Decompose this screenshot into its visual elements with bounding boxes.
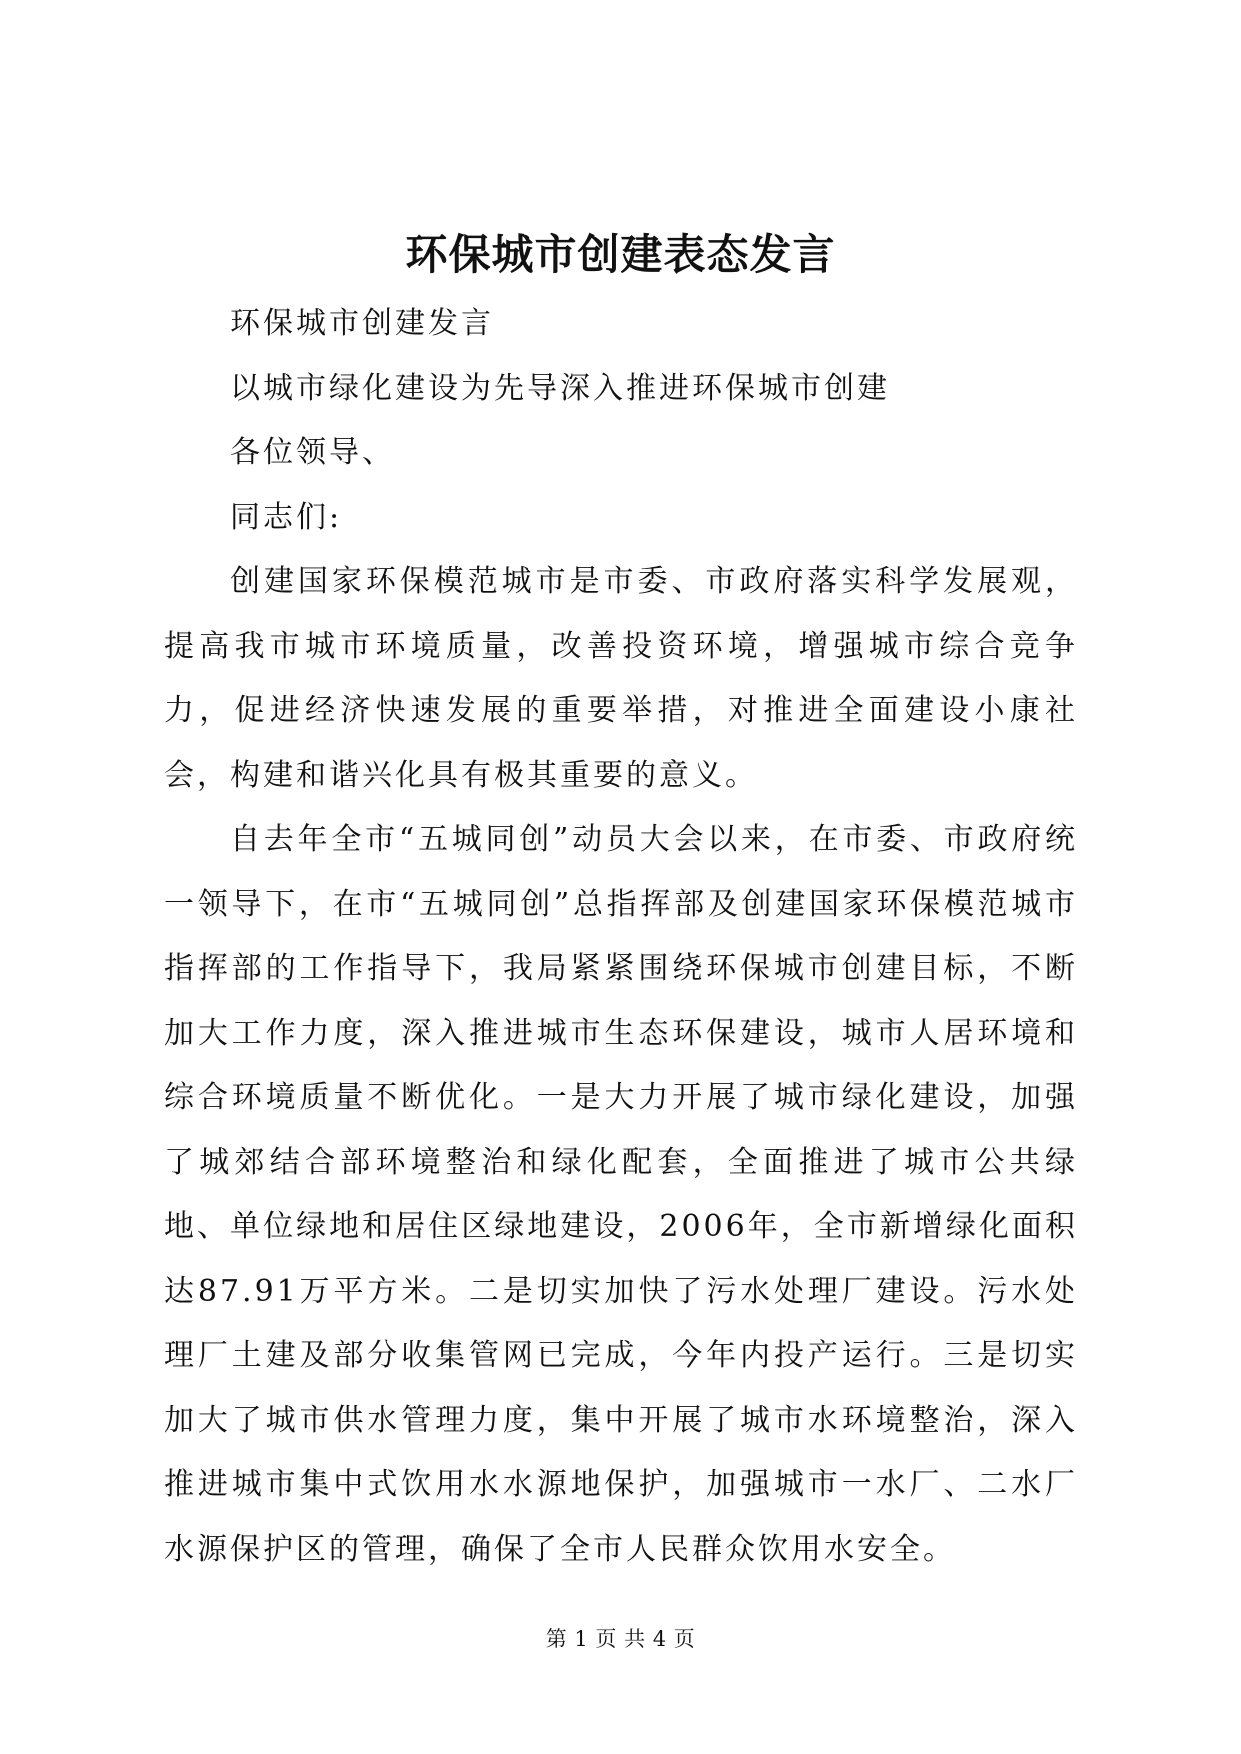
page-footer xyxy=(0,1623,1241,1653)
paragraph: 自去年全市“五城同创”动员大会以来，在市委、市政府统一领导下，在市“五城同创”总指挥部及创建国家环保模范城市指挥部的工作指导下，我局紧紧围绕环保城市创建目标，不断加大工作力度，深入推进城市生态环保建设，城市人居环境和综合环境质量不断优化。一是大力开展了城市绿化建设，加强了城郊结合部环境整治和绿化配套，全面推进了城市公共绿地、单位绿地和居住区绿地建设，2006年，全市新增绿化面积达87.91万平方米。二是切实加快了污水处理厂建设。污水处理厂土建及部分收集管网已完成，今年内投产运行。三是切实加大了城市供水管理力度，集中开展了城市水环境整治，深入推进城市集中式饮用水水源地保护，加强城市一水厂、二水厂水源保护区的管理，确保了全市人民群众饮用水安全。 xyxy=(164,822,1078,1567)
page-number: 第 1 页 共 4 页 xyxy=(545,1627,696,1651)
document-title: 环保城市创建表态发言 xyxy=(405,230,836,279)
salutation-line: 同志们: xyxy=(230,499,343,535)
salutation-line: 各位领导、 xyxy=(230,435,395,470)
paragraph: 创建国家环保模范城市是市委、市政府落实科学发展观，提高我市城市环境质量，改善投资环境，增强城市综合竞争力，促进经济快速发展的重要举措，对推进全面建设小康社会，构建和谐兴化具有极其重要的意义。 xyxy=(164,564,1078,793)
theme-line: 以城市绿化建设为先导深入推进环保城市创建 xyxy=(230,370,890,406)
document-body xyxy=(164,292,1078,1582)
subtitle-line: 环保城市创建发言 xyxy=(230,306,494,341)
